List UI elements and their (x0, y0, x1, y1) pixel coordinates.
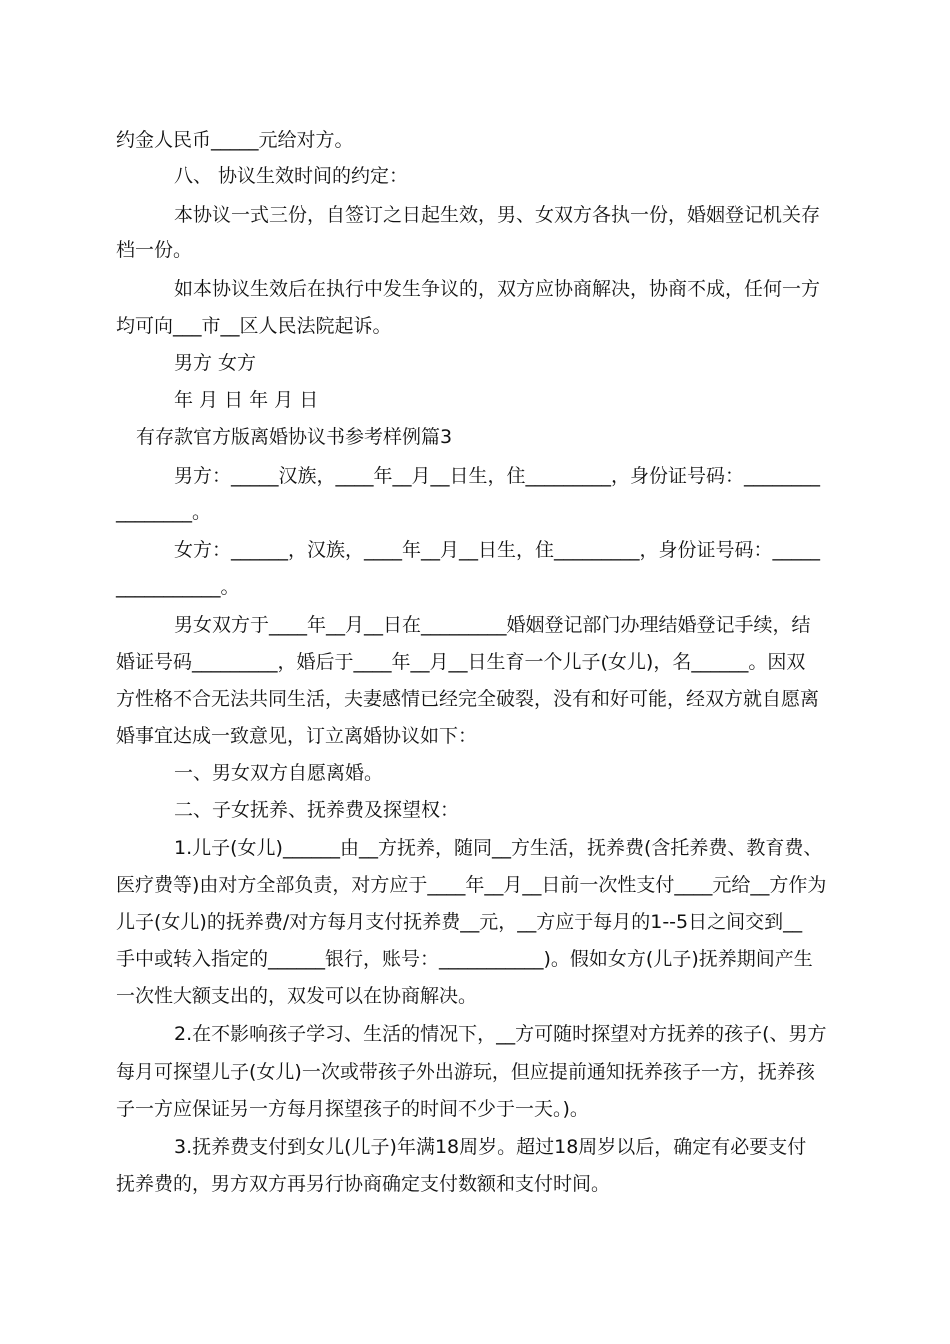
signature-dates: 年 月 日 年 月 日 (174, 389, 319, 411)
text-line: ________。 (116, 501, 212, 523)
text-line: 女方：______，汉族，____年__月__日生，住_________，身份证号码：_____ (174, 539, 821, 561)
text-line: 婚证号码_________，婚后于____年__月__日生育一个儿子(女儿)，名______。因双 (116, 651, 806, 673)
text-line: 婚事宜达成一致意见，订立离婚协议如下： (116, 725, 478, 747)
section-heading: 二、子女抚养、抚养费及探望权： (174, 799, 460, 821)
text-line: 医疗费等)由对方全部负责，对方应于____年__月__日前一次性支付____元给__方作为 (116, 874, 827, 896)
text-line: 抚养费的，男方双方再另行协商确定支付数额和支付时间。 (116, 1173, 611, 1195)
text-line: 男女双方于____年__月__日在_________婚姻登记部门办理结婚登记手续，结 (174, 614, 811, 636)
section-heading: 八、 协议生效时间的约定： (174, 165, 409, 187)
text-line: 儿子(女儿)的抚养费/对方每月支付抚养费__元，__方应于每月的1--5日之间交到__ (116, 911, 803, 933)
text-line: 子一方应保证另一方每月探望孩子的时间不少于一天。)。 (116, 1098, 589, 1120)
text-line: 2.在不影响孩子学习、生活的情况下，__方可随时探望对方抚养的孩子(、男方 (174, 1023, 827, 1045)
section-heading: 一、男女双方自愿离婚。 (174, 762, 384, 784)
text-line: 本协议一式三份，自签订之日起生效，男、女双方各执一份，婚姻登记机关存 (174, 204, 821, 226)
text-line: 档一份。 (116, 239, 193, 261)
text-line: 1.儿子(女儿)______由__方抚养，随同__方生活，抚养费(含托养费、教育费、 (174, 837, 823, 859)
text-line: 如本协议生效后在执行中发生争议的，双方应协商解决，协商不成，任何一方 (174, 278, 821, 300)
signature-parties: 男方 女方 (174, 352, 257, 374)
text-line: ___________。 (116, 576, 240, 598)
document-title: 有存款官方版离婚协议书参考样例篇3 (136, 426, 453, 448)
text-line: 约金人民币_____元给对方。 (116, 129, 354, 151)
text-line: 手中或转入指定的______银行，账号：___________)。假如女方(儿子)抚养期间产生 (116, 948, 813, 970)
text-line: 每月可探望儿子(女儿)一次或带孩子外出游玩，但应提前通知抚养孩子一方，抚养孩 (116, 1061, 815, 1083)
text-line: 一次性大额支出的，双发可以在协商解决。 (116, 985, 478, 1007)
text-line: 均可向___市__区人民法院起诉。 (116, 315, 392, 337)
text-line: 3.抚养费支付到女儿(儿子)年满18周岁。超过18周岁以后，确定有必要支付 (174, 1136, 807, 1158)
text-line: 方性格不合无法共同生活，夫妻感情已经完全破裂，没有和好可能，经双方就自愿离 (116, 688, 820, 710)
text-line: 男方：_____汉族，____年__月__日生，住_________，身份证号码：________ (174, 465, 821, 487)
